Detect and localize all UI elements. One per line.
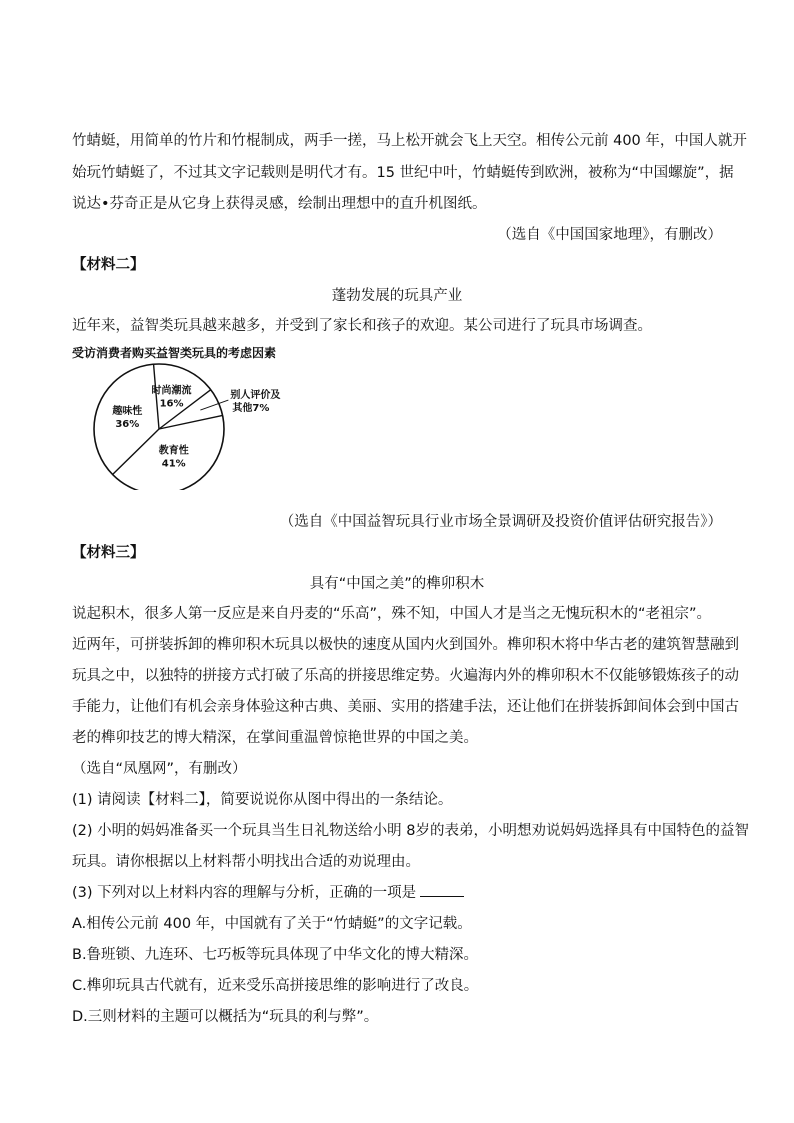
pie-label-3: 时尚潮流 <box>151 385 192 397</box>
material1-source: （选自《中国国家地理》，有删改） <box>497 227 722 243</box>
material2-label: 【材料二】 <box>72 257 145 273</box>
material2-intro: 近年来，益智类玩具越来越多，并受到了家长和孩子的欢迎。某公司进行了玩具市场调查。 <box>72 318 652 334</box>
question-3 <box>72 883 722 903</box>
question-1: (1) 请阅读【材料二】，简要说说你从图中得出的一条结论。 <box>72 792 453 808</box>
question-2-line-2: 玩具。请你根据以上材料帮小明找出合适的劝说理由。 <box>72 854 420 870</box>
option-d: D.三则材料的主题可以概括为“玩具的利与弊”。 <box>72 1009 379 1025</box>
material3-source: （选自“凤凰网”，有删改） <box>72 761 247 777</box>
material1-line-1: 竹蜻蜓，用简单的竹片和竹棍制成，两手一搓，马上松开就会飞上天空。相传公元前 400 年，中国人就开 <box>72 133 747 149</box>
material3-title: 具有“中国之美”的榫卯积木 <box>309 576 485 592</box>
pie-chart <box>72 340 312 520</box>
material3-line-5: 老的榫卯技艺的博大精深，在掌间重温曾惊艳世界的中国之美。 <box>72 730 478 746</box>
pie-value-4: 其他7% <box>232 403 270 415</box>
chart-title: 受访消费者购买益智类玩具的考虑因素 <box>72 346 277 360</box>
material2-title: 蓬勃发展的玩具产业 <box>331 288 463 304</box>
material3-label: 【材料三】 <box>72 545 145 561</box>
option-b: B.鲁班锁、九连环、七巧板等玩具体现了中华文化的博大精深。 <box>72 947 479 963</box>
material1-line-2: 始玩竹蜻蜓了，不过其文字记载则是明代才有。15 世纪中叶，竹蜻蜓传到欧洲，被称为“中国螺旋”，据 <box>72 165 734 181</box>
option-c: C.榫卯玩具古代就有，近来受乐高拼接思维的影响进行了改良。 <box>72 978 479 994</box>
question-2-line-1: (2) 小明的妈妈准备买一个玩具当生日礼物送给小明 8岁的表弟，小明想劝说妈妈选择具有中国特色的益智 <box>72 823 749 839</box>
material1-line-3: 说达•芬奇正是从它身上获得灵感，绘制出理想中的直升机图纸。 <box>72 196 487 212</box>
material2-source: （选自《中国益智玩具行业市场全景调研及投资价值评估研究报告》） <box>279 514 722 530</box>
pie-label-2: 趣味性 <box>112 406 143 418</box>
pie-label-4: 别人评价及 <box>230 390 281 402</box>
question-3-text: (3) 下列对以上材料内容的理解与分析，正确的一项是 <box>72 885 417 901</box>
pie-label-1: 教育性 <box>158 445 189 457</box>
option-a: A.相传公元前 400 年，中国就有了关于“竹蜻蜓”的文字记载。 <box>72 916 472 932</box>
pie-value-1: 41% <box>161 458 186 470</box>
answer-blank[interactable] <box>420 884 464 897</box>
pie-value-3: 16% <box>159 398 184 410</box>
material3-line-4: 手能力，让他们有机会亲身体验这种古典、美丽、实用的搭建手法，还让他们在拼装拆卸间体会到中国古 <box>72 699 739 715</box>
pie-chart-svg <box>72 340 312 490</box>
material3-line-2: 近两年，可拼装拆卸的榫卯积木玩具以极快的速度从国内火到国外。榫卯积木将中华古老的建筑智慧融到 <box>72 637 739 653</box>
pie-value-2: 36% <box>115 419 140 431</box>
material3-line-3: 玩具之中，以独特的拼接方式打破了乐高的拼接思维定势。火遍海内外的榫卯积木不仅能够锻炼孩子的动 <box>72 668 739 684</box>
material3-line-1: 说起积木，很多人第一反应是来自丹麦的“乐高”，殊不知，中国人才是当之无愧玩积木的“老祖宗”。 <box>72 606 712 622</box>
